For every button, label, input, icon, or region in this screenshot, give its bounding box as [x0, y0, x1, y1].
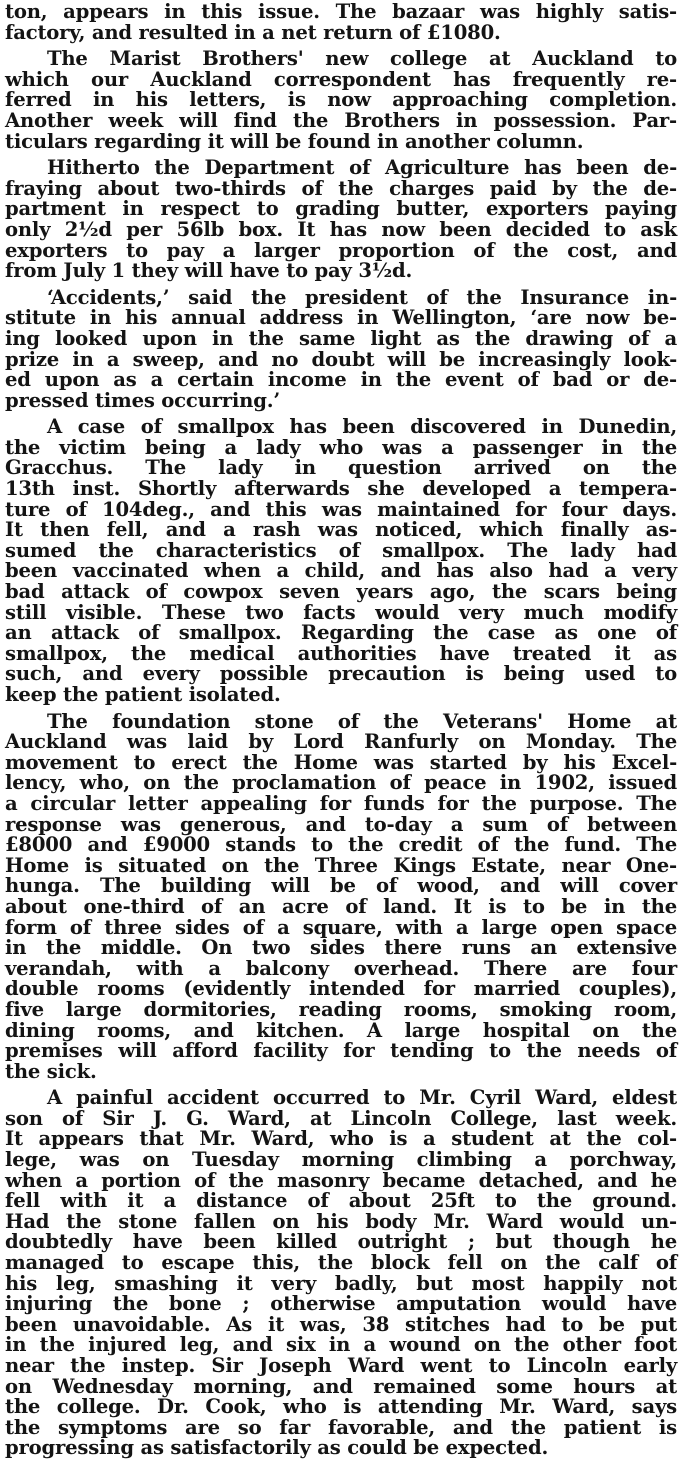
text-line: in the middle. On two sides there runs an extensive — [5, 936, 677, 960]
text-line: five large dormitories, reading rooms, smoking room, — [5, 997, 677, 1021]
article-paragraph — [5, 49, 677, 152]
text-line: ing looked upon in the same light as the drawing of a — [5, 326, 677, 350]
text-line: partment in respect to grading butter, exporters paying — [5, 197, 677, 221]
text-line: Home is situated on the Three Kings Estate, near One- — [5, 853, 677, 877]
text-line: It appears that Mr. Ward, who is a student at the col- — [5, 1127, 677, 1151]
text-line: ferred in his letters, is now approaching completion. — [5, 88, 677, 112]
text-line: son of Sir J. G. Ward, at Lincoln College, last week. — [5, 1106, 677, 1130]
text-line: factory, and resulted in a net return of £1080. — [5, 20, 501, 44]
text-line: The Marist Brothers' new college at Auckland to — [47, 47, 677, 71]
text-line: A case of smallpox has been discovered in Dunedin, — [47, 415, 677, 439]
text-line: fraying about two-thirds of the charges paid by the de- — [5, 176, 677, 200]
text-line: an attack of smallpox. Regarding the case as one of — [5, 621, 677, 645]
article-paragraph — [5, 2, 677, 43]
text-line: It then fell, and a rash was noticed, which finally as- — [5, 518, 677, 542]
text-line: the college. Dr. Cook, who is attending Mr. Ward, says — [5, 1395, 677, 1419]
text-line: prize in a sweep, and no doubt will be increasingly look- — [5, 347, 677, 371]
text-line: about one-third of an acre of land. It is to be in the — [5, 894, 677, 918]
text-line: the sick. — [5, 1059, 97, 1083]
newspaper-column — [5, 2, 677, 1465]
text-line: been unavoidable. As it was, 38 stitches had to be put — [5, 1312, 677, 1336]
text-line: his leg, smashing it very badly, but most happily not — [5, 1271, 677, 1295]
text-line: Gracchus. The lady in question arrived on the — [5, 456, 677, 480]
text-line: managed to escape this, the block fell on the calf of — [5, 1251, 677, 1275]
text-line: sumed the characteristics of smallpox. The lady had — [5, 538, 677, 562]
text-line: ton, appears in this issue. The bazaar was highly satis- — [5, 0, 677, 23]
text-line: pressed times occurring.’ — [5, 388, 280, 412]
text-line: verandah, with a balcony overhead. There are four — [5, 956, 677, 980]
article-paragraph — [5, 417, 677, 705]
text-line: movement to erect the Home was started by his Excel- — [5, 750, 677, 774]
text-line: a circular letter appealing for funds for the purpose. The — [5, 791, 677, 815]
text-line: response was generous, and to-day a sum of between — [5, 812, 677, 836]
text-line: Had the stone fallen on his body Mr. Ward would un- — [5, 1209, 677, 1233]
text-line: injuring the bone ; otherwise amputation would have — [5, 1292, 677, 1316]
text-line: lege, was on Tuesday morning climbing a porchway, — [5, 1148, 677, 1172]
text-line: premises will afford facility for tending to the needs of — [5, 1039, 677, 1063]
text-line: stitute in his annual address in Wellington, ‘are now be- — [5, 306, 677, 330]
text-line: ed upon as a certain income in the event of bad or de- — [5, 368, 677, 392]
text-line: such, and every possible precaution is being used to — [5, 662, 677, 686]
text-line: bad attack of cowpox seven years ago, the scars being — [5, 580, 677, 604]
text-line: doubtedly have been killed outright ; but though he — [5, 1230, 677, 1254]
text-line: form of three sides of a square, with a large open space — [5, 915, 677, 939]
text-line: from July 1 they will have to pay 3½d. — [5, 259, 413, 283]
article-paragraph — [5, 709, 677, 1083]
text-line: double rooms (evidently intended for married couples), — [5, 977, 677, 1001]
text-line: the symptoms are so far favorable, and the patient is — [5, 1415, 677, 1439]
text-line: ture of 104deg., and this was maintained for four days. — [5, 497, 677, 521]
text-line: £8000 and £9000 stands to the credit of the fund. The — [5, 833, 677, 857]
text-line: lency, who, on the proclamation of peace in 1902, issued — [5, 771, 677, 795]
text-line: Auckland was laid by Lord Ranfurly on Monday. The — [5, 730, 677, 754]
text-line: near the instep. Sir Joseph Ward went to Lincoln early — [5, 1354, 677, 1377]
text-line: ticulars regarding it will be found in another column. — [5, 129, 584, 153]
text-line: on Wednesday morning, and remained some hours at — [5, 1374, 677, 1398]
text-line: in the injured leg, and six in a wound on the other foot — [5, 1333, 677, 1357]
text-line: which our Auckland correspondent has frequently re- — [5, 67, 677, 91]
text-line: hunga. The building will be of wood, and will cover — [5, 874, 677, 898]
text-line: smallpox, the medical authorities have treated it as — [5, 641, 677, 665]
text-line: Another week will find the Brothers in possession. Par- — [5, 108, 677, 132]
text-line: when a portion of the masonry became detached, and he — [5, 1168, 677, 1192]
article-paragraph — [5, 1088, 677, 1459]
text-line: progressing as satisfactorily as could be expected. — [5, 1436, 549, 1460]
text-line: only 2½d per 56lb box. It has now been decided to ask — [5, 217, 677, 241]
text-line: The foundation stone of the Veterans' Home at — [47, 709, 677, 733]
text-line: still visible. These two facts would very much modify — [5, 600, 677, 624]
text-line: A painful accident occurred to Mr. Cyril Ward, eldest — [47, 1086, 677, 1110]
article-paragraph — [5, 158, 677, 282]
text-line: fell with it a distance of about 25ft to the ground. — [5, 1189, 677, 1213]
text-line: keep the patient isolated. — [5, 683, 281, 706]
article-paragraph — [5, 285, 677, 412]
text-line: exporters to pay a larger proportion of the cost, and — [5, 238, 677, 262]
text-line: the victim being a lady who was a passenger in the — [5, 435, 677, 459]
text-line: Hitherto the Department of Agriculture has been de- — [47, 156, 677, 180]
text-line: ‘Accidents,’ said the president of the Insurance in- — [47, 285, 677, 309]
text-line: been vaccinated when a child, and has also had a very — [5, 559, 677, 583]
text-line: 13th inst. Shortly afterwards she developed a tempera- — [5, 477, 677, 501]
text-line: dining rooms, and kitchen. A large hospital on the — [5, 1018, 677, 1042]
